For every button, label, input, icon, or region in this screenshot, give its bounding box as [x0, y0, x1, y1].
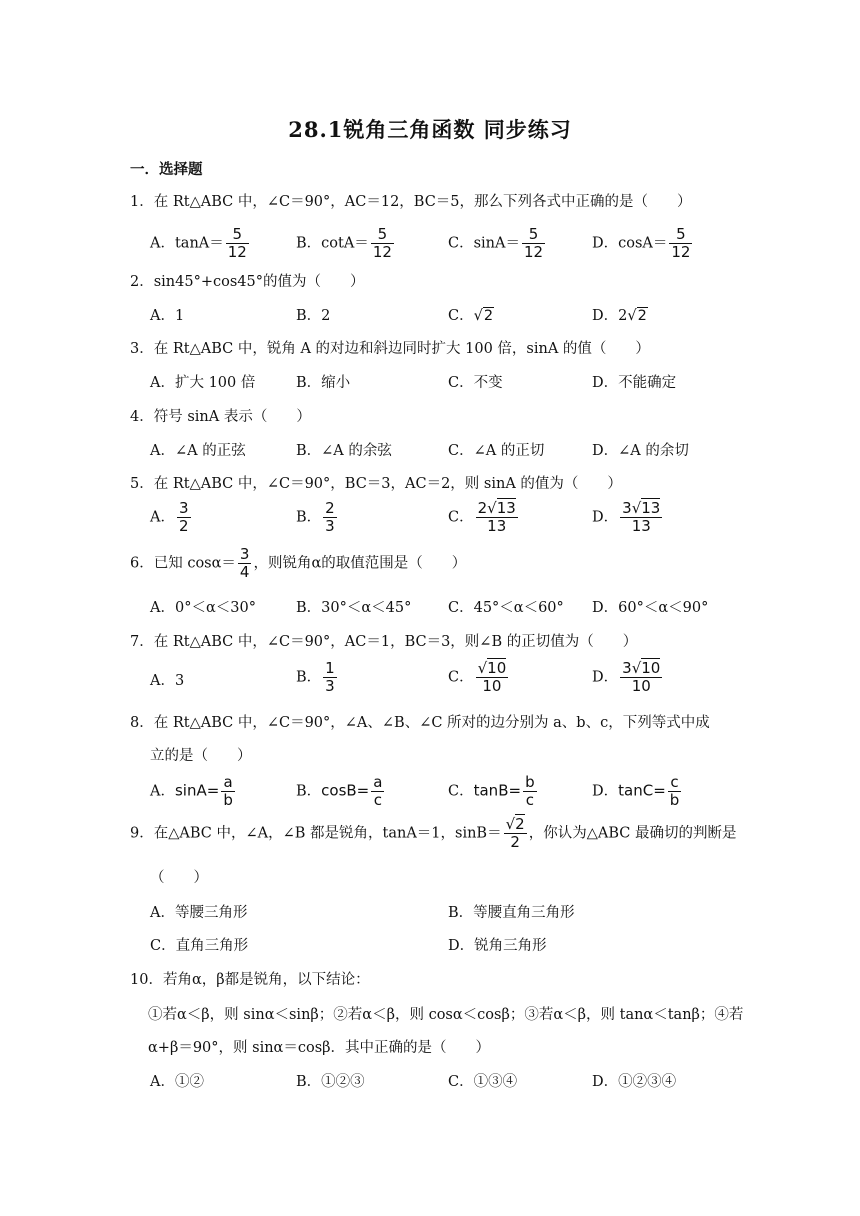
q1-option-a: A．tanA＝ $\frac{5}{12}$: [150, 225, 247, 261]
q3-option-a: A．扩大 100 倍: [150, 375, 256, 391]
q1-option-d: D．cosA＝ $\frac{5}{12}$: [592, 225, 691, 261]
question-10-line-2: α+β＝90°，则 sinα＝cosβ．其中正确的是（ ）: [148, 1040, 491, 1056]
q5-option-b: B． $\frac{2}{3}$: [296, 499, 335, 535]
question-4: 4．符号 sinA 表示（ ）: [130, 409, 311, 425]
page-title: 28.1锐角三角函数 同步练习: [288, 117, 572, 142]
question-3: 3．在 Rt△ABC 中，锐角 A 的对边和斜边同时扩大 100 倍，sinA 的值（ ）: [130, 341, 650, 357]
q9-option-c: C．直角三角形: [150, 938, 249, 954]
q3-option-d: D．不能确定: [592, 375, 677, 391]
q4-option-d: D．∠A 的余切: [592, 443, 689, 459]
question-6: 6．已知 cosα＝ $\frac{3}{4}$ ，则锐角α的取值范围是（ ）: [130, 545, 467, 581]
q8-option-d: D．tanC= $\frac{c}{b}$: [592, 773, 680, 809]
question-1: 1．在 Rt△ABC 中，∠C＝90°，AC＝12，BC＝5，那么下列各式中正确的是（ ）: [130, 194, 692, 210]
q1-option-c: C．sinA＝ $\frac{5}{12}$: [448, 225, 544, 261]
q4-option-b: B．∠A 的余弦: [296, 443, 392, 459]
question-5: 5．在 Rt△ABC 中，∠C＝90°，BC＝3，AC＝2，则 sinA 的值为（ ）: [130, 476, 622, 492]
q7-option-a: A．3: [150, 673, 185, 689]
q9-option-b: B．等腰直角三角形: [448, 905, 575, 921]
q2-option-c: C．√2: [448, 308, 494, 324]
question-7: 7．在 Rt△ABC 中，∠C＝90°，AC＝1，BC＝3，则∠B 的正切值为（ ）: [130, 634, 638, 650]
question-10: 10．若角α，β都是锐角，以下结论：: [130, 972, 370, 988]
question-9-line-2: （ ）: [150, 870, 208, 886]
q2-option-b: B．2: [296, 308, 331, 324]
q7-option-b: B． $\frac{1}{3}$: [296, 659, 335, 695]
q6-option-a: A．0°＜α＜30°: [150, 600, 256, 616]
q5-option-c: C． $\frac{2√13}{13}$: [448, 499, 516, 535]
q8-option-c: C．tanB= $\frac{b}{c}$: [448, 773, 535, 809]
q10-option-d: D．①②③④: [592, 1074, 677, 1090]
question-8-line-1: 8．在 Rt△ABC 中，∠C＝90°，∠A、∠B、∠C 所对的边分别为 a、b、c，下列等式中成: [130, 715, 710, 731]
q6-option-d: D．60°＜α＜90°: [592, 600, 709, 616]
q7-option-c: C． $\frac{√10}{10}$: [448, 659, 507, 695]
section-heading: 一．选择题: [130, 161, 203, 178]
q8-option-a: A．sinA= $\frac{a}{b}$: [150, 773, 233, 809]
q10-option-a: A．①②: [150, 1074, 204, 1090]
q10-option-c: C．①③④: [448, 1074, 518, 1090]
q9-option-a: A．等腰三角形: [150, 905, 248, 921]
q2-option-a: A．1: [150, 308, 185, 324]
q10-option-b: B．①②③: [296, 1074, 365, 1090]
question-10-line-1: ①若α＜β，则 sinα＜sinβ；②若α＜β，则 cosα＜cosβ；③若α＜β，则 tanα＜tanβ；④若: [148, 1007, 744, 1023]
q8-option-b: B．cosB= $\frac{a}{c}$: [296, 773, 383, 809]
q9-option-d: D．锐角三角形: [448, 938, 547, 954]
q2-option-d: D．2√2: [592, 308, 647, 324]
q6-option-b: B．30°＜α＜45°: [296, 600, 412, 616]
q6-option-c: C．45°＜α＜60°: [448, 600, 564, 616]
question-9: 9．在△ABC 中，∠A，∠B 都是锐角，tanA＝1，sinB＝ $\frac{√2}{2}$ ，你认为△ABC 最确切的判断是: [130, 815, 737, 851]
q4-option-a: A．∠A 的正弦: [150, 443, 246, 459]
q7-option-d: D． $\frac{3√10}{10}$: [592, 659, 661, 695]
question-8-line-2: 立的是（ ）: [150, 748, 252, 764]
q4-option-c: C．∠A 的正切: [448, 443, 545, 459]
q5-option-a: A． $\frac{3}{2}$: [150, 499, 189, 535]
q5-option-d: D． $\frac{3√13}{13}$: [592, 499, 661, 535]
q1-option-b: B．cotA＝ $\frac{5}{12}$: [296, 225, 392, 261]
q3-option-b: B．缩小: [296, 375, 351, 391]
question-2: 2．sin45°+cos45°的值为（ ）: [130, 274, 365, 290]
q3-option-c: C．不变: [448, 375, 503, 391]
